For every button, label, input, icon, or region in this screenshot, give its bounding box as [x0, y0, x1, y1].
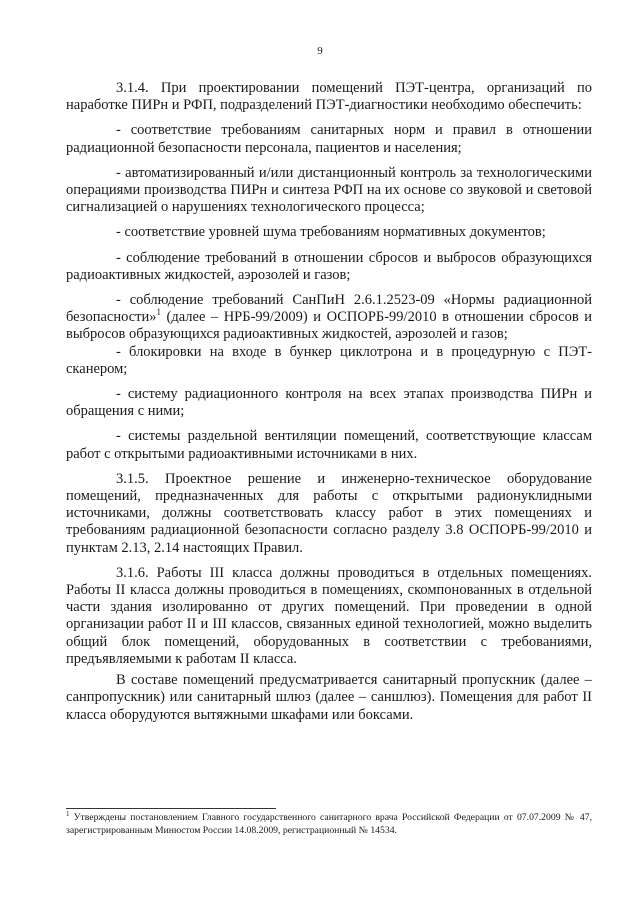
list-item-radiation-monitoring: - систему радиационного контроля на всех этапах производства ПИРн и обращения с ними;	[66, 386, 592, 420]
list-item-sanpin-requirements	[66, 292, 592, 344]
sanpin-text-end: (далее – НРБ-99/2009) и ОСПОРБ-99/2010 в отношении сбросов и выбросов образующихся радиоактивных жидкостей, аэрозолей и газов;	[66, 309, 592, 343]
list-item-interlocks: - блокировки на входе в бункер циклотрона и в процедурную с ПЭТ-сканером;	[66, 343, 592, 377]
page-number: 9	[317, 45, 323, 57]
list-item-discharges: - соблюдение требований в отношении сбросов и выбросов образующихся радиоактивных жидкостей, аэрозолей и газов;	[66, 249, 592, 283]
paragraph-3-1-4: 3.1.4. При проектировании помещений ПЭТ-центра, организаций по наработке ПИРн и РФП, подразделений ПЭТ-диагностики необходимо обеспечить:	[66, 80, 592, 114]
footnote	[66, 811, 592, 837]
sanpin-text-start: - соблюдение требований СанПиН 2.6.1.2523-09 «Нормы радиационной безопасности»	[66, 292, 592, 326]
footnote-text: Утверждены постановлением Главного государственного санитарного врача Российской Федерации от 07.07.2009 № 47, зарегистрированным Минюстом России 14.08.2009, регистрационный № 14534.	[66, 812, 592, 836]
paragraph-3-1-5: 3.1.5. Проектное решение и инженерно-техническое оборудование помещений, предназначенных для работы с открытыми радионуклидными источниками, должны соответствовать классу работ в этих помещениях и требованиям радиационной безопасности согласно разделу 3.8 ОСПОРБ-99/2010 и пунктам 2.13, 2.14 настоящих Правил.	[66, 470, 592, 556]
paragraph-sanitary-checkpoint: В составе помещений предусматривается санитарный пропускник (далее – санпропускник) или санитарный шлюз (далее – саншлюз). Помещения для работ II класса оборудуются вытяжными шкафами или боксами.	[66, 672, 592, 723]
paragraph-3-1-6: 3.1.6. Работы III класса должны проводиться в отдельных помещениях. Работы II класса должны проводиться в помещениях, скомпонованных в отдельной части здания изолированно от других помещений. При проведении в одной организации работ II и III классов, связанных единой технологией, можно выделить общий блок помещений, оборудованных в соответствии с требованиями, предъявляемыми к работам II класса.	[66, 564, 592, 667]
list-item-automated-control: - автоматизированный и/или дистанционный контроль за технологическими операциями производства ПИРн и синтеза РФП на их основе со звуковой и световой сигнализацией о нарушениях технологического процесса;	[66, 164, 592, 216]
list-item-noise-levels: - соответствие уровней шума требованиям нормативных документов;	[116, 224, 546, 241]
footnote-mark: 1	[66, 809, 70, 818]
list-item-ventilation: - системы раздельной вентиляции помещений, соответствующие классам работ с открытыми радиоактивными источниками в них.	[66, 428, 592, 462]
footnote-divider	[66, 808, 276, 809]
list-item-radiation-safety: - соответствие требованиям санитарных норм и правил в отношении радиационной безопасности персонала, пациентов и населения;	[66, 122, 592, 156]
document-body	[66, 80, 592, 724]
footnote-reference[interactable]: 1	[156, 307, 161, 318]
